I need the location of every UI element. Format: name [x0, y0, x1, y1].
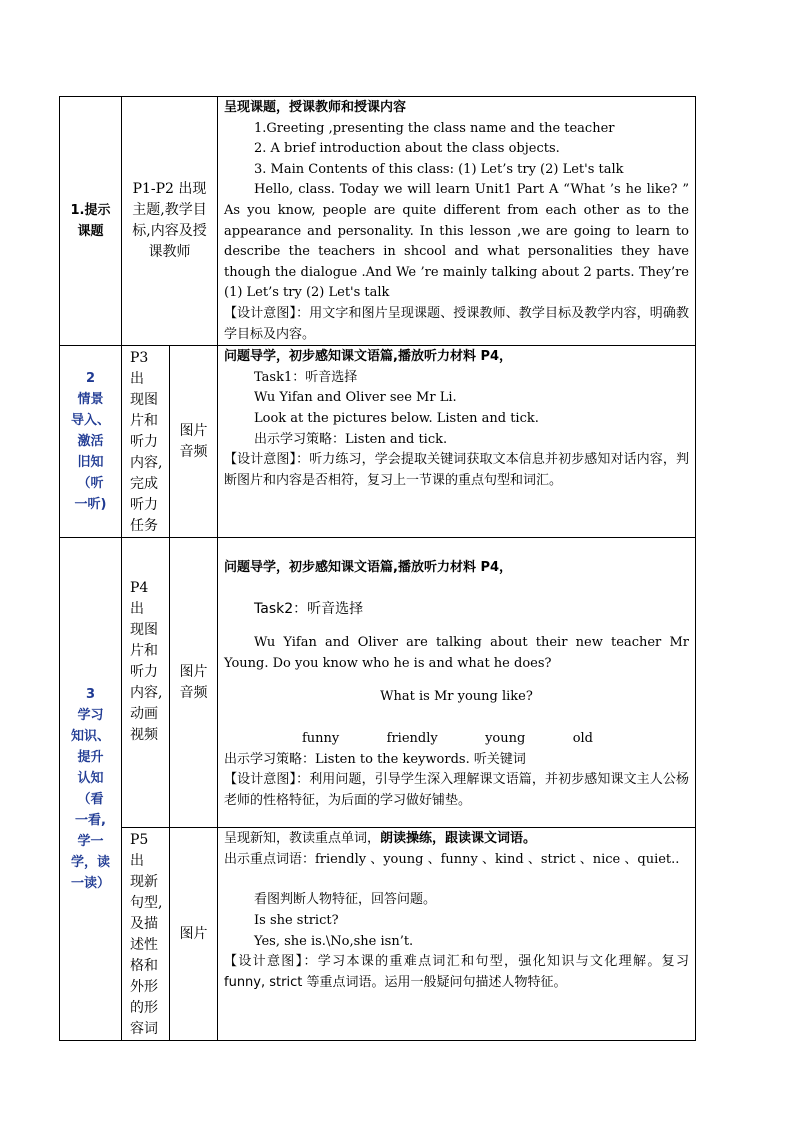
keyword: young [485, 731, 526, 747]
section-title: 问题导学，初步感知课文语篇,播放听力材料 P4， [224, 560, 513, 576]
pages-line: 现图 [130, 622, 158, 639]
pages-line: 听力 [130, 434, 158, 451]
pages-cell [122, 97, 218, 346]
content-line: 3. Main Contents of this class: (1) Let’s try (2) Let's talk [254, 161, 624, 177]
pages-line: 片和 [130, 643, 158, 660]
keyword: old [572, 731, 593, 747]
media-cell [170, 828, 218, 1041]
pages-line: 内容, [130, 685, 163, 702]
pages-line: 的形 [130, 1000, 158, 1017]
keyword: friendly [386, 731, 438, 747]
title-bold: 朗读操练，跟读课文词语。 [380, 831, 537, 847]
media-line: 图片 [179, 422, 208, 439]
design-intent: 【设计意图】：用文字和图片呈现课题、授课教师、教学目标及教学内容，明确教学目标及内容。 [224, 305, 689, 342]
stage-line: 知识、 [70, 729, 110, 745]
stage-line: 3 [85, 687, 96, 703]
pages-line: 容词 [130, 1021, 158, 1038]
strategy-line: 出示学习策略：Listen to the keywords. 听关键词 [224, 751, 526, 767]
media-line: 图片 [179, 925, 208, 942]
table-row [60, 828, 696, 1041]
pages-line: 动画 [130, 706, 158, 723]
content-cell [218, 97, 696, 346]
stage-cell [60, 346, 122, 538]
content-line: Task1：听音选择 [254, 369, 358, 385]
task-heading: Task2：听音选择 [254, 600, 364, 617]
stage-line: 学一 [77, 834, 104, 850]
pages-cell [122, 828, 170, 1041]
media-line: 音频 [179, 684, 208, 701]
pages-line: 内容, [130, 455, 163, 472]
stage-line: 导入、 [70, 413, 110, 429]
title-plain: 呈现新知，教读重点单词， [224, 831, 381, 847]
design-intent: 【设计意图】：利用问题，引导学生深入理解课文语篇，并初步感知课文主人公杨老师的性格特征，为后面的学习做好铺垫。 [224, 772, 689, 808]
question-line: What is Mr young like? [380, 688, 533, 704]
key-words-line: 出示重点词语：friendly 、young 、funny 、kind 、strict 、nice 、quiet.. [224, 851, 680, 867]
pages-line: 述性 [130, 937, 158, 954]
intro-paragraph: Hello, class. Today we will learn Unit1 Part A “What ’s he like? ” As you know, people are quite different from each other as to the appearance and personality. In this lesson ,we are going to learn to describe the teachers in shcool and what personalities they have though the dialogue .And We ’re mainly talking about 2 parts. They’re (1) Let’s try (2) Let's talk [224, 182, 689, 301]
design-intent: 【设计意图】：学习本课的重难点词汇和句型，强化知识与文化理解。复习 funny, strict 等重点词语。运用一般疑问句描述人物特征。 [224, 954, 689, 990]
stage-line: 提升 [77, 750, 104, 766]
media-line: 图片 [179, 663, 208, 680]
section-title [224, 829, 689, 850]
content-line: Look at the pictures below. Listen and tick. [254, 410, 539, 426]
stage-cell [60, 97, 122, 346]
section-title: 呈现课题，授课教师和授课内容 [224, 100, 407, 115]
keyword: funny [302, 731, 340, 747]
stage-line: 一听) [74, 497, 107, 513]
media-line: 音频 [179, 443, 208, 460]
lesson-plan-table [59, 96, 696, 1041]
content-line: 出示学习策略：Listen and tick. [254, 431, 448, 447]
table-row [60, 97, 696, 346]
task-paragraph: Wu Yifan and Oliver are talking about their new teacher Mr Young. Do you know who he is and what he does? [224, 635, 689, 671]
stage-line: 情景 [77, 392, 104, 408]
stage-line: 认知 [77, 771, 104, 787]
section-title: 问题导学，初步感知课文语篇,播放听力材料 P4， [224, 349, 513, 365]
stage-line: 学习 [77, 708, 104, 724]
stage-line: （听 [77, 476, 104, 492]
pages-line: P3 出 [130, 350, 149, 388]
design-intent: 【设计意图】：听力练习，学会提取关键词获取文本信息并初步感知对话内容，判断图片和内容是否相符，复习上一节课的重点句型和词汇。 [224, 452, 689, 488]
pages-line: 听力 [130, 497, 158, 514]
table-row [60, 346, 696, 538]
pages-cell [122, 538, 170, 828]
pages-line: 片和 [130, 413, 158, 430]
stage-line: 学，读 [70, 855, 110, 871]
content-line: 看图判断人物特征，回答问题。 [254, 892, 437, 908]
content-cell [218, 828, 696, 1041]
pages-line: 任务 [130, 518, 158, 535]
content-cell [218, 538, 696, 828]
content-cell [218, 346, 696, 538]
pages-label: P1-P2 出现主题,教学目标,内容及授课教师 [132, 181, 207, 261]
pages-line: 视频 [130, 727, 158, 744]
pages-line: P4 出 [130, 580, 149, 618]
pages-line: 及描 [130, 916, 158, 933]
stage-line: 旧知 [77, 455, 104, 471]
content-line: Yes, she is.\No,she isn’t. [254, 933, 414, 949]
pages-line: 完成 [130, 476, 158, 493]
pages-line: 现图 [130, 392, 158, 409]
stage-cell [60, 538, 122, 1041]
pages-line: P5 出 [130, 832, 149, 870]
pages-line: 句型, [130, 895, 163, 912]
stage-line: 2 [85, 371, 96, 387]
media-cell [170, 538, 218, 828]
keyword-row [224, 729, 689, 750]
pages-line: 外形 [130, 979, 158, 996]
pages-line: 格和 [130, 958, 158, 975]
content-line: 1.Greeting ,presenting the class name and the teacher [254, 120, 615, 136]
pages-line: 现新 [130, 874, 158, 891]
table-row [60, 538, 696, 828]
content-line: Wu Yifan and Oliver see Mr Li. [254, 390, 457, 406]
content-line: 2. A brief introduction about the class objects. [254, 141, 560, 157]
stage-line: 一看, [75, 813, 106, 829]
pages-cell [122, 346, 170, 538]
stage-line: 激活 [77, 434, 104, 450]
stage-line: （看 [77, 792, 104, 808]
media-cell [170, 346, 218, 538]
stage-line: 一读） [70, 876, 110, 892]
content-line: Is she strict? [254, 912, 339, 928]
stage-label: 1.提示课题 [70, 203, 111, 240]
pages-line: 听力 [130, 664, 158, 681]
